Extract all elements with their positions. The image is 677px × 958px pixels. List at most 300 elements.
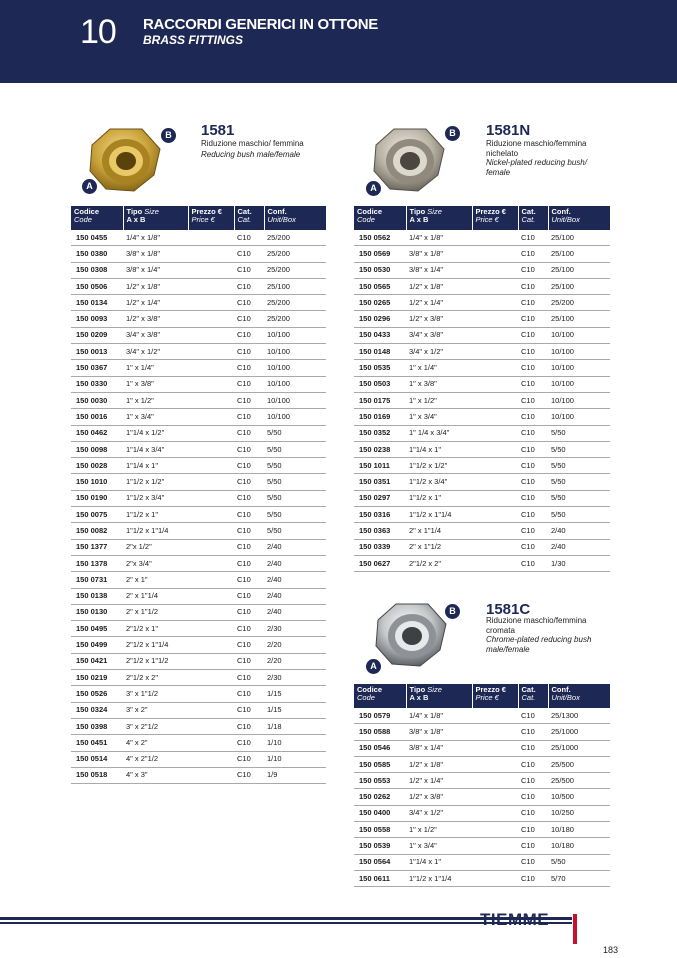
label-a-1581N: A	[366, 181, 381, 196]
cell-size: 1" x 1/2"	[406, 392, 472, 408]
cell-cat: C10	[234, 295, 264, 311]
cell-price	[472, 805, 518, 821]
cell-price	[472, 376, 518, 392]
cell-conf: 5/50	[548, 458, 610, 474]
cell-price	[472, 523, 518, 539]
cell-cat: C10	[518, 789, 548, 805]
cell-conf: 2/40	[264, 588, 326, 604]
cell-cat: C10	[234, 718, 264, 734]
table-row	[71, 392, 326, 408]
cell-size: 1/4" x 1/8"	[406, 230, 472, 246]
cell-conf: 25/100	[548, 262, 610, 278]
cell-price	[188, 295, 234, 311]
cell-conf: 1/18	[264, 718, 326, 734]
section-title-english: BRASS FITTINGS	[143, 33, 244, 47]
table-row	[354, 740, 610, 756]
cell-size: 1/2" x 1/4"	[406, 773, 472, 789]
table-row	[354, 327, 610, 343]
brand-accent-icon	[573, 914, 577, 944]
cell-code: 150 0013	[71, 344, 123, 360]
cell-size: 3" x 2"1/2	[123, 718, 188, 734]
cell-code: 150 0316	[354, 507, 406, 523]
cell-size: 3/4" x 1/2"	[406, 805, 472, 821]
cell-code: 150 0130	[71, 604, 123, 620]
cell-conf: 25/500	[548, 773, 610, 789]
cell-conf: 1/10	[264, 751, 326, 767]
cell-conf: 10/500	[548, 789, 610, 805]
cell-code: 150 0506	[71, 278, 123, 294]
cell-size: 1"1/2 x 3/4"	[123, 490, 188, 506]
cell-cat: C10	[234, 409, 264, 425]
col-header-code: Codice Code	[354, 206, 406, 230]
cell-cat: C10	[518, 376, 548, 392]
cell-code: 150 0138	[71, 588, 123, 604]
cell-size: 2"1/2 x 2"	[123, 670, 188, 686]
cell-price	[188, 718, 234, 734]
table-row	[354, 360, 610, 376]
cell-size: 2"1/2 x 2"	[406, 555, 472, 571]
cell-price	[188, 621, 234, 637]
cell-price	[188, 604, 234, 620]
col-header-conf: Conf. Unit/Box	[548, 206, 610, 230]
cell-cat: C10	[234, 751, 264, 767]
cell-price	[188, 572, 234, 588]
cell-cat: C10	[234, 392, 264, 408]
table-row	[354, 311, 610, 327]
cell-code: 150 0098	[71, 441, 123, 457]
cell-size: 1/2" x 3/8"	[406, 789, 472, 805]
cell-conf: 25/500	[548, 756, 610, 772]
cell-code: 150 0546	[354, 740, 406, 756]
table-row	[354, 708, 610, 724]
cell-price	[472, 708, 518, 724]
cell-code: 150 1010	[71, 474, 123, 490]
cell-cat: C10	[234, 637, 264, 653]
cell-size: 3/8" x 1/8"	[406, 724, 472, 740]
cell-size: 1"1/2 x 1"	[406, 490, 472, 506]
table-row	[71, 441, 326, 457]
table-row	[354, 376, 610, 392]
cell-conf: 2/40	[264, 539, 326, 555]
cell-size: 1/2" x 3/8"	[123, 311, 188, 327]
table-row	[354, 262, 610, 278]
col-header-cat: Cat. Cat.	[518, 684, 548, 708]
col-header-code: Codice Code	[354, 684, 406, 708]
cell-conf: 10/180	[548, 838, 610, 854]
cell-code: 150 0588	[354, 724, 406, 740]
cell-conf: 25/200	[264, 230, 326, 246]
product-desc-it-1581N: Riduzione maschio/femmina nichelato	[486, 139, 587, 158]
cell-cat: C10	[234, 572, 264, 588]
table-row	[354, 789, 610, 805]
cell-conf: 2/40	[264, 555, 326, 571]
cell-size: 2"1/2 x 1"	[123, 621, 188, 637]
cell-code: 150 0367	[71, 360, 123, 376]
table-row	[354, 344, 610, 360]
cell-conf: 2/30	[264, 621, 326, 637]
cell-conf: 5/50	[264, 523, 326, 539]
cell-cat: C10	[234, 311, 264, 327]
cell-conf: 25/200	[264, 295, 326, 311]
cell-price	[188, 670, 234, 686]
cell-cat: C10	[518, 854, 548, 870]
table-row	[71, 230, 326, 246]
cell-price	[188, 588, 234, 604]
cell-conf: 2/40	[264, 572, 326, 588]
table-row	[354, 724, 610, 740]
cell-code: 150 1378	[71, 555, 123, 571]
table-row	[71, 604, 326, 620]
cell-cat: C10	[518, 805, 548, 821]
cell-conf: 25/1000	[548, 724, 610, 740]
table-row	[71, 344, 326, 360]
cell-code: 150 0175	[354, 392, 406, 408]
cell-size: 1"1/4 x 1"	[406, 854, 472, 870]
cell-code: 150 0169	[354, 409, 406, 425]
page-number: 183	[603, 945, 619, 955]
cell-price	[188, 409, 234, 425]
cell-code: 150 0400	[354, 805, 406, 821]
cell-cat: C10	[234, 344, 264, 360]
cell-cat: C10	[518, 295, 548, 311]
cell-code: 150 0585	[354, 756, 406, 772]
cell-cat: C10	[234, 670, 264, 686]
cell-size: 3/8" x 1/8"	[123, 246, 188, 262]
table-row	[71, 751, 326, 767]
cell-size: 4" x 3"	[123, 767, 188, 783]
cell-price	[188, 686, 234, 702]
cell-price	[472, 555, 518, 571]
cell-size: 3/4" x 3/8"	[123, 327, 188, 343]
cell-cat: C10	[518, 773, 548, 789]
cell-cat: C10	[234, 441, 264, 457]
col-header-price: Prezzo € Price €	[188, 206, 234, 230]
col-header-cat: Cat. Cat.	[518, 206, 548, 230]
cell-conf: 1/15	[264, 702, 326, 718]
cell-cat: C10	[518, 724, 548, 740]
table-row	[71, 327, 326, 343]
label-a-1581: A	[82, 179, 97, 194]
cell-price	[472, 507, 518, 523]
cell-price	[472, 425, 518, 441]
cell-cat: C10	[518, 708, 548, 724]
product-desc-it-1581C: Riduzione maschio/femmina cromata	[486, 616, 587, 635]
product-desc-it-1581: Riduzione maschio/ femmina	[201, 139, 304, 148]
cell-code: 150 0339	[354, 539, 406, 555]
cell-size: 2"1/2 x 1"1/2	[123, 653, 188, 669]
cell-conf: 10/250	[548, 805, 610, 821]
cell-size: 1"1/2 x 1"	[123, 507, 188, 523]
cell-price	[188, 425, 234, 441]
cell-code: 150 0324	[71, 702, 123, 718]
table-row	[354, 392, 610, 408]
table-row	[71, 376, 326, 392]
cell-conf: 10/100	[264, 392, 326, 408]
table-row	[71, 539, 326, 555]
cell-code: 150 0093	[71, 311, 123, 327]
cell-conf: 25/1300	[548, 708, 610, 724]
cell-cat: C10	[518, 474, 548, 490]
cell-price	[472, 539, 518, 555]
cell-size: 3/4" x 1/2"	[406, 344, 472, 360]
cell-conf: 1/9	[264, 767, 326, 783]
table-row	[71, 588, 326, 604]
table-row	[354, 278, 610, 294]
cell-size: 3/4" x 1/2"	[123, 344, 188, 360]
cell-code: 150 0518	[71, 767, 123, 783]
cell-conf: 2/40	[548, 523, 610, 539]
table-row	[71, 718, 326, 734]
cell-code: 150 0421	[71, 653, 123, 669]
cell-size: 2" x 1"1/4	[123, 588, 188, 604]
cell-cat: C10	[234, 230, 264, 246]
cell-conf: 2/40	[264, 604, 326, 620]
cell-cat: C10	[518, 425, 548, 441]
cell-conf: 2/20	[264, 637, 326, 653]
cell-size: 1"1/2 x 1"1/4	[406, 870, 472, 886]
cell-size: 3" x 2"	[123, 702, 188, 718]
cell-price	[472, 278, 518, 294]
label-b-1581: B	[161, 128, 176, 143]
cell-price	[472, 458, 518, 474]
cell-cat: C10	[234, 653, 264, 669]
table-row	[354, 474, 610, 490]
cell-cat: C10	[518, 756, 548, 772]
price-table-1581C	[354, 684, 610, 887]
table-row	[354, 458, 610, 474]
cell-code: 150 1377	[71, 539, 123, 555]
cell-price	[472, 854, 518, 870]
cell-code: 150 0514	[71, 751, 123, 767]
cell-size: 1" x 1/2"	[123, 392, 188, 408]
cell-code: 150 0569	[354, 246, 406, 262]
cell-code: 150 0075	[71, 507, 123, 523]
cell-conf: 25/100	[548, 230, 610, 246]
cell-price	[472, 311, 518, 327]
cell-conf: 5/50	[264, 441, 326, 457]
table-row	[354, 425, 610, 441]
cell-size: 1" x 1/2"	[406, 822, 472, 838]
cell-cat: C10	[234, 327, 264, 343]
cell-price	[472, 441, 518, 457]
cell-code: 150 0495	[71, 621, 123, 637]
cell-size: 1/2" x 1/4"	[406, 295, 472, 311]
cell-cat: C10	[518, 230, 548, 246]
cell-cat: C10	[518, 822, 548, 838]
product-code-1581C: 1581C	[486, 601, 531, 618]
product-desc-en-1581: Reducing bush male/female	[201, 150, 301, 159]
cell-size: 4" x 2"1/2	[123, 751, 188, 767]
cell-cat: C10	[518, 838, 548, 854]
cell-conf: 25/100	[548, 246, 610, 262]
cell-price	[188, 230, 234, 246]
price-table-1581	[71, 206, 326, 784]
cell-code: 150 0016	[71, 409, 123, 425]
cell-size: 1"1/2 x 1"1/4	[406, 507, 472, 523]
cell-cat: C10	[518, 246, 548, 262]
cell-conf: 25/200	[548, 295, 610, 311]
cell-cat: C10	[518, 507, 548, 523]
cell-cat: C10	[518, 740, 548, 756]
label-b-1581N: B	[445, 126, 460, 141]
cell-size: 1" x 3/8"	[123, 376, 188, 392]
cell-size: 1"1/4 x 1"	[123, 458, 188, 474]
cell-cat: C10	[518, 278, 548, 294]
cell-cat: C10	[234, 735, 264, 751]
cell-cat: C10	[518, 490, 548, 506]
cell-conf: 10/100	[264, 327, 326, 343]
cell-code: 150 0530	[354, 262, 406, 278]
cell-code: 150 0565	[354, 278, 406, 294]
table-row	[71, 295, 326, 311]
cell-cat: C10	[518, 458, 548, 474]
table-row	[354, 756, 610, 772]
table-row	[354, 838, 610, 854]
cell-conf: 10/100	[548, 344, 610, 360]
cell-price	[188, 360, 234, 376]
cell-conf: 10/100	[548, 376, 610, 392]
cell-code: 150 0134	[71, 295, 123, 311]
cell-price	[188, 246, 234, 262]
col-header-code: Codice Code	[71, 206, 123, 230]
table-row	[71, 360, 326, 376]
cell-code: 150 0380	[71, 246, 123, 262]
cell-size: 3/8" x 1/8"	[406, 246, 472, 262]
table-row	[71, 670, 326, 686]
table-row	[71, 686, 326, 702]
cell-conf: 1/30	[548, 555, 610, 571]
cell-code: 150 0308	[71, 262, 123, 278]
cell-size: 4" x 2"	[123, 735, 188, 751]
cell-price	[188, 702, 234, 718]
table-row	[354, 854, 610, 870]
cell-cat: C10	[518, 870, 548, 886]
cell-price	[188, 474, 234, 490]
cell-code: 150 0539	[354, 838, 406, 854]
cell-conf: 25/100	[548, 278, 610, 294]
cell-code: 150 0262	[354, 789, 406, 805]
cell-price	[188, 392, 234, 408]
cell-price	[188, 539, 234, 555]
cell-price	[188, 311, 234, 327]
cell-cat: C10	[234, 555, 264, 571]
cell-code: 150 0219	[71, 670, 123, 686]
cell-size: 1/2" x 1/8"	[123, 278, 188, 294]
cell-cat: C10	[234, 686, 264, 702]
cell-code: 150 0562	[354, 230, 406, 246]
col-header-cat: Cat. Cat.	[234, 206, 264, 230]
cell-code: 150 0731	[71, 572, 123, 588]
table-row	[354, 490, 610, 506]
cell-size: 2" x 1"1/2	[123, 604, 188, 620]
table-row	[71, 425, 326, 441]
cell-conf: 1/15	[264, 686, 326, 702]
cell-size: 1"1/2 x 1/2"	[406, 458, 472, 474]
table-row	[71, 572, 326, 588]
cell-cat: C10	[234, 246, 264, 262]
product-code-1581: 1581	[201, 122, 235, 139]
table-row	[354, 773, 610, 789]
cell-size: 1/2" x 1/8"	[406, 756, 472, 772]
cell-code: 150 0297	[354, 490, 406, 506]
table-row	[354, 441, 610, 457]
cell-cat: C10	[518, 409, 548, 425]
cell-conf: 2/30	[264, 670, 326, 686]
cell-conf: 5/50	[264, 490, 326, 506]
cell-cat: C10	[518, 262, 548, 278]
col-header-type: Tipo Size A x B	[406, 206, 472, 230]
cell-code: 150 0028	[71, 458, 123, 474]
cell-price	[188, 327, 234, 343]
col-header-type: Tipo Size A x B	[406, 684, 472, 708]
cell-conf: 5/50	[548, 474, 610, 490]
cell-price	[188, 507, 234, 523]
col-header-price: Prezzo € Price €	[472, 206, 518, 230]
table-row	[71, 523, 326, 539]
label-b-1581C: B	[445, 604, 460, 619]
cell-price	[472, 822, 518, 838]
cell-conf: 10/100	[548, 409, 610, 425]
section-title-italian: RACCORDI GENERICI IN OTTONE	[143, 16, 378, 33]
cell-code: 150 0363	[354, 523, 406, 539]
table-row	[71, 278, 326, 294]
cell-size: 1/4" x 1/8"	[406, 708, 472, 724]
cell-size: 2"x 1/2"	[123, 539, 188, 555]
table-row	[71, 735, 326, 751]
cell-price	[188, 441, 234, 457]
cell-code: 150 0398	[71, 718, 123, 734]
col-header-price: Prezzo € Price €	[472, 684, 518, 708]
cell-price	[188, 555, 234, 571]
cell-size: 1" x 1/4"	[123, 360, 188, 376]
cell-size: 1"1/2 x 1/2"	[123, 474, 188, 490]
cell-conf: 5/50	[548, 441, 610, 457]
cell-price	[188, 735, 234, 751]
cell-price	[472, 262, 518, 278]
col-header-conf: Conf. Unit/Box	[548, 684, 610, 708]
cell-price	[472, 246, 518, 262]
cell-code: 150 0296	[354, 311, 406, 327]
cell-price	[472, 344, 518, 360]
cell-price	[472, 838, 518, 854]
cell-size: 1"1/4 x 1"	[406, 441, 472, 457]
cell-price	[188, 751, 234, 767]
cell-conf: 5/50	[264, 458, 326, 474]
table-row	[71, 653, 326, 669]
cell-code: 150 0564	[354, 854, 406, 870]
cell-size: 1/2" x 1/4"	[123, 295, 188, 311]
cell-code: 150 0209	[71, 327, 123, 343]
cell-code: 150 0265	[354, 295, 406, 311]
cell-price	[188, 653, 234, 669]
cell-conf: 25/200	[264, 246, 326, 262]
table-row	[71, 262, 326, 278]
table-row	[71, 409, 326, 425]
page-header	[0, 0, 677, 83]
product-desc-en-1581C: Chrome-plated reducing bush male/female	[486, 635, 592, 654]
table-row	[71, 490, 326, 506]
cell-price	[472, 474, 518, 490]
cell-cat: C10	[234, 604, 264, 620]
cell-code: 150 0611	[354, 870, 406, 886]
cell-price	[188, 344, 234, 360]
table-row	[71, 621, 326, 637]
cell-price	[188, 523, 234, 539]
cell-cat: C10	[518, 327, 548, 343]
table-row	[71, 637, 326, 653]
cell-code: 150 0503	[354, 376, 406, 392]
cell-conf: 5/50	[264, 425, 326, 441]
